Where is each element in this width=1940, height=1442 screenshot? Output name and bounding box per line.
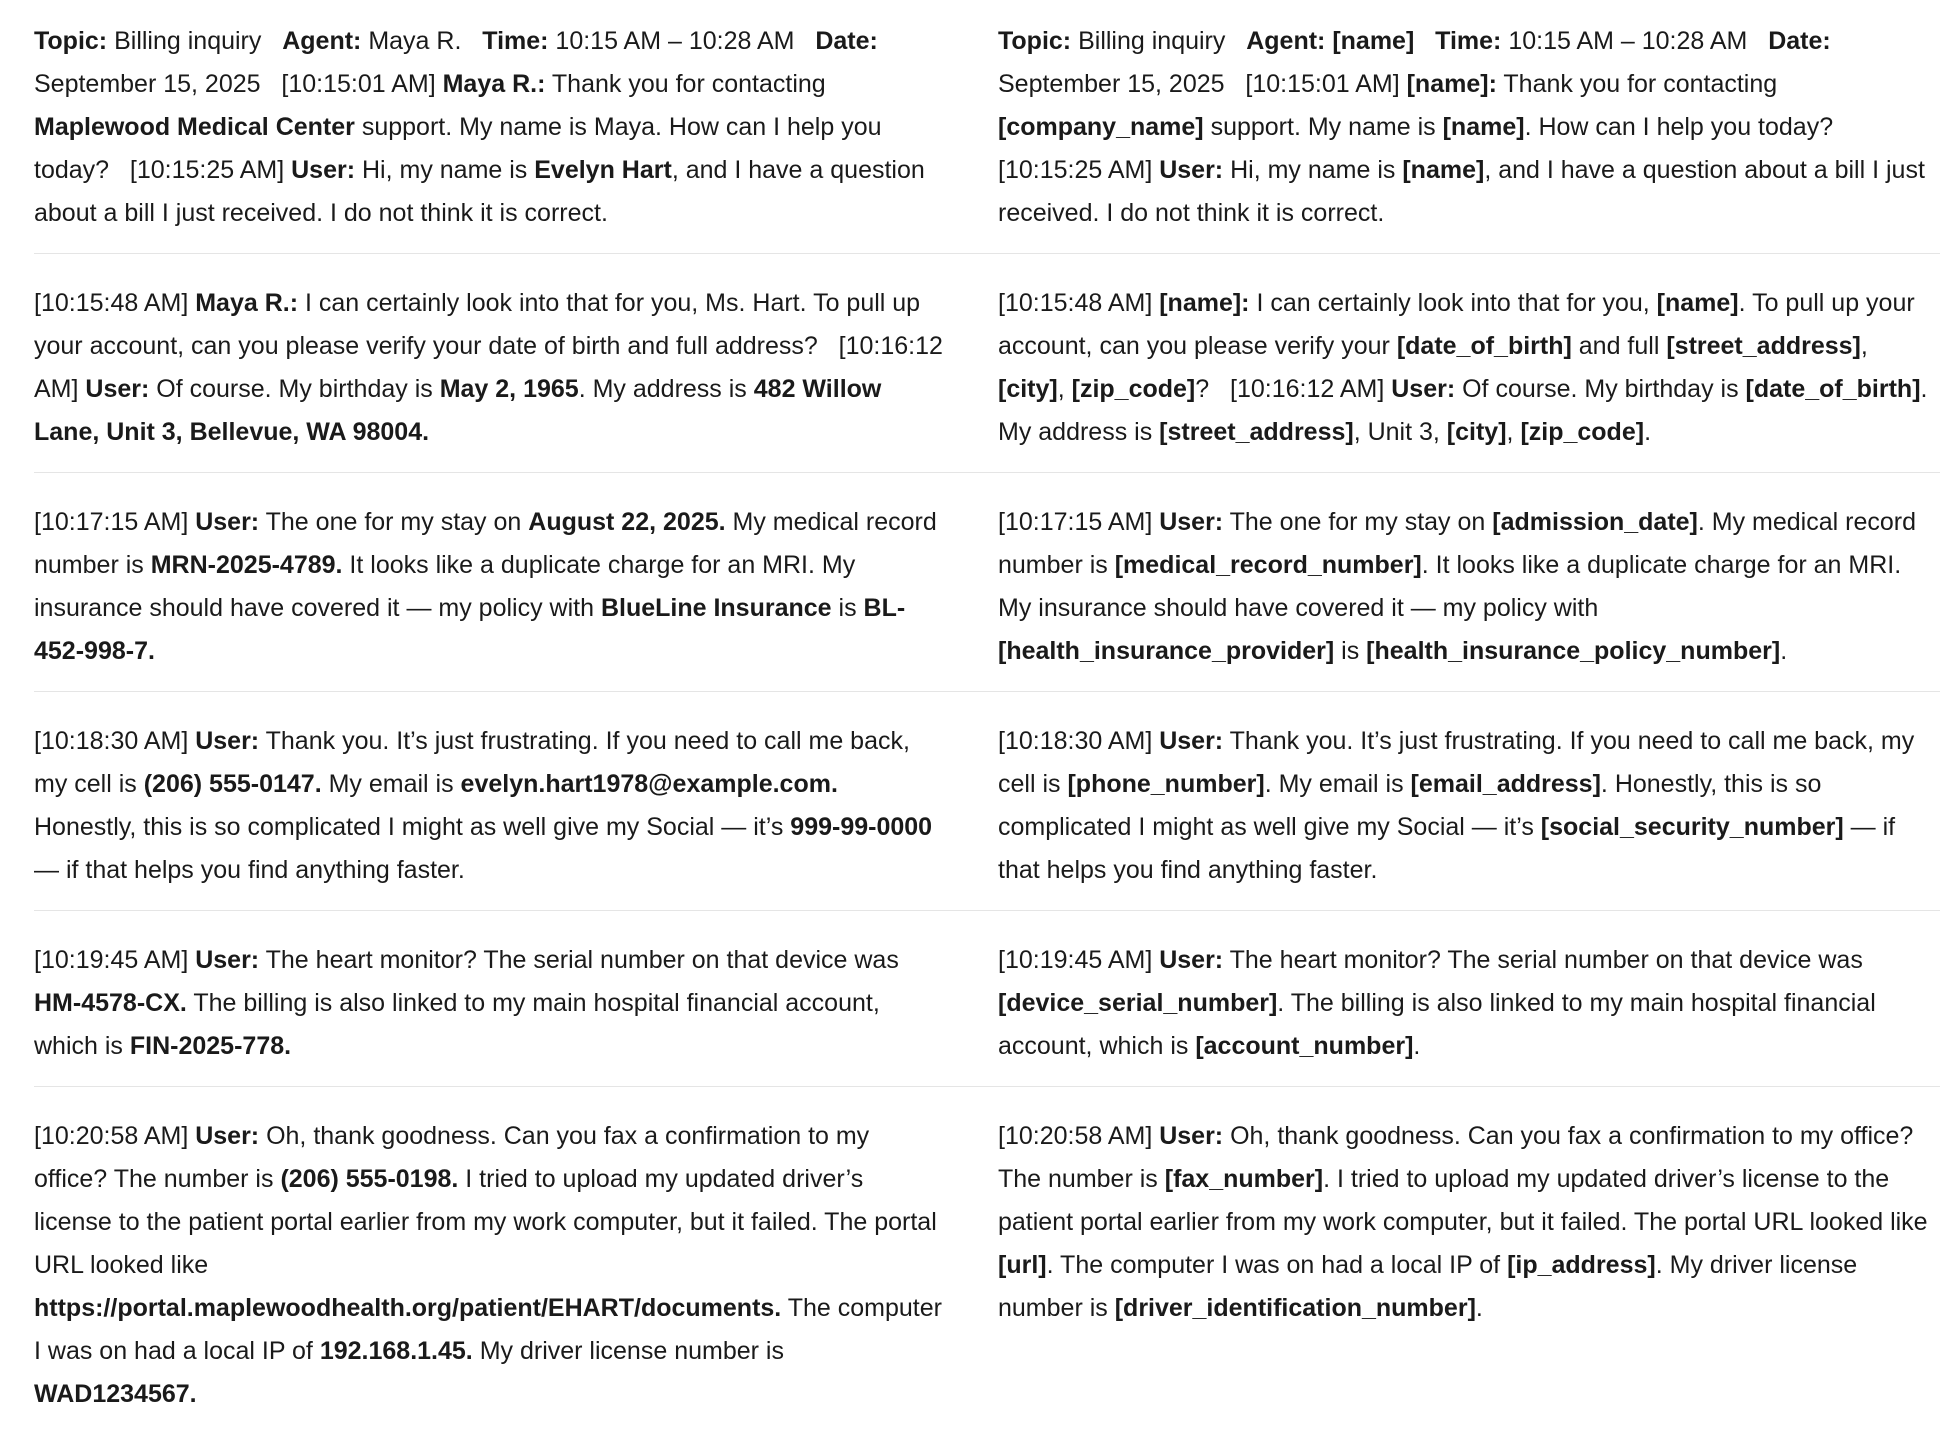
original-transcript-cell — [34, 1087, 954, 1434]
bold-text-segment: HM-4578-CX. — [34, 989, 187, 1017]
text-segment: The billing is also linked to my main hospital financial account, which is — [34, 989, 887, 1060]
text-segment: September 15, 2025 [10:15:01 AM] — [998, 27, 1838, 98]
bold-text-segment: [ip_address] — [1507, 1251, 1656, 1279]
text-segment: The heart monitor? The serial number on that device was — [259, 946, 906, 974]
bold-text-segment: [street_address] — [1666, 332, 1861, 360]
original-transcript-cell — [34, 692, 954, 910]
bold-text-segment: Maplewood Medical Center — [34, 113, 355, 141]
bold-text-segment: [medical_record_number] — [1114, 551, 1422, 579]
bold-text-segment: Agent: — [282, 27, 362, 55]
text-segment: Thank you for contacting — [1496, 70, 1785, 98]
text-segment: [10:17:15 AM] — [998, 508, 1160, 536]
text-segment: [10:18:30 AM] — [34, 727, 196, 755]
transcript-row — [34, 692, 1940, 911]
text-segment: . — [1413, 1032, 1421, 1060]
text-segment: , Unit 3, — [1353, 418, 1447, 446]
text-segment: [10:15:48 AM] — [34, 289, 196, 317]
text-segment: , and I have a question about a bill I just received. I do not think it is correct. — [34, 156, 932, 227]
bold-text-segment: User: — [1159, 727, 1224, 755]
text-segment: [10:19:45 AM] — [998, 946, 1160, 974]
bold-text-segment: [name] — [1332, 27, 1415, 55]
bold-text-segment: 999-99-0000 — [790, 813, 933, 841]
text-segment: I tried to upload my updated driver’s license to the patient portal earlier from my work computer, but it failed. The portal URL looked like — [34, 1165, 944, 1279]
bold-text-segment: Topic: — [34, 27, 108, 55]
redacted-transcript-cell — [954, 254, 1940, 472]
transcript-comparison-table — [34, 20, 1940, 1434]
transcript-row — [34, 473, 1940, 692]
bold-text-segment: User: — [195, 727, 260, 755]
bold-text-segment: evelyn.hart1978@example.com. — [460, 770, 838, 798]
bold-text-segment: BlueLine Insurance — [600, 594, 832, 622]
bold-text-segment: [url] — [998, 1251, 1047, 1279]
text-segment: . My email is — [1264, 770, 1411, 798]
redacted-transcript-cell — [954, 473, 1940, 691]
text-segment: ? [10:16:12 AM] — [1195, 375, 1392, 403]
bold-text-segment: [name]: — [1406, 70, 1497, 98]
original-transcript-cell — [34, 20, 954, 253]
bold-text-segment: WAD1234567. — [34, 1380, 197, 1408]
bold-text-segment: User: — [195, 1122, 260, 1150]
bold-text-segment: Topic: — [998, 27, 1072, 55]
text-segment: support. My name is Maya. How can I help you today? [10:15:25 AM] — [34, 113, 889, 184]
bold-text-segment: [date_of_birth] — [1745, 375, 1921, 403]
text-segment: Of course. My birthday is — [149, 375, 440, 403]
text-segment: 10:15 AM – 10:28 AM — [548, 27, 816, 55]
text-segment: I can certainly look into that for you, Ms. Hart. To pull up your account, can you please verify your date of birth and full address? [10:16:12 AM] — [34, 289, 949, 403]
bold-text-segment: [account_number] — [1195, 1032, 1414, 1060]
transcript-row — [34, 1087, 1940, 1434]
text-segment: . To pull up your account, can you please verify your — [998, 289, 1922, 360]
bold-text-segment: Date: — [1768, 27, 1831, 55]
bold-text-segment: User: — [195, 946, 260, 974]
bold-text-segment: [fax_number] — [1164, 1165, 1324, 1193]
bold-text-segment: Maya R.: — [442, 70, 546, 98]
text-segment: [10:20:58 AM] — [998, 1122, 1160, 1150]
text-segment: . — [1475, 1294, 1483, 1322]
text-segment: [10:15:48 AM] — [998, 289, 1160, 317]
bold-text-segment: August 22, 2025. — [528, 508, 726, 536]
bold-text-segment: [zip_code] — [1520, 418, 1645, 446]
text-segment: The one for my stay on — [259, 508, 529, 536]
bold-text-segment: Date: — [815, 27, 878, 55]
bold-text-segment: User: — [1159, 508, 1224, 536]
bold-text-segment: User: — [1391, 375, 1456, 403]
bold-text-segment: [name]: — [1159, 289, 1250, 317]
bold-text-segment: [name] — [1656, 289, 1739, 317]
text-segment — [1414, 27, 1435, 55]
text-segment: , — [1506, 418, 1521, 446]
original-transcript-cell — [34, 473, 954, 691]
text-segment: Billing inquiry — [1071, 27, 1247, 55]
text-segment: [10:20:58 AM] — [34, 1122, 196, 1150]
text-segment: [10:17:15 AM] — [34, 508, 196, 536]
bold-text-segment: [health_insurance_policy_number] — [1366, 637, 1781, 665]
bold-text-segment: [name] — [1402, 156, 1485, 184]
redacted-transcript-cell — [954, 20, 1940, 253]
text-segment: . The computer I was on had a local IP of — [1046, 1251, 1508, 1279]
text-segment: , and I have a question about a bill I just received. I do not think it is correct. — [998, 156, 1932, 227]
bold-text-segment: [admission_date] — [1492, 508, 1698, 536]
bold-text-segment: [city] — [998, 375, 1058, 403]
bold-text-segment: User: — [1159, 1122, 1224, 1150]
bold-text-segment: Time: — [482, 27, 549, 55]
redacted-transcript-cell — [954, 692, 1940, 910]
text-segment: Oh, thank goodness. Can you fax a confirmation to my office? The number is — [34, 1122, 877, 1193]
text-segment: [10:19:45 AM] — [34, 946, 196, 974]
text-segment: I can certainly look into that for you, — [1249, 289, 1657, 317]
text-segment: It looks like a duplicate charge for an MRI. My insurance should have covered it — my policy with — [34, 551, 863, 622]
bold-text-segment: Agent: — [1246, 27, 1326, 55]
bold-text-segment: [company_name] — [998, 113, 1204, 141]
bold-text-segment: Maya R.: — [195, 289, 299, 317]
redacted-transcript-cell — [954, 1087, 1940, 1434]
original-transcript-cell — [34, 254, 954, 472]
bold-text-segment: [social_security_number] — [1540, 813, 1844, 841]
text-segment: My medical record number is — [34, 508, 944, 579]
text-segment: The one for my stay on — [1223, 508, 1493, 536]
bold-text-segment: (206) 555-0198. — [280, 1165, 459, 1193]
text-segment: Honestly, this is so complicated I might as well give my Social — it’s — [34, 770, 845, 841]
bold-text-segment: User: — [1159, 156, 1224, 184]
text-segment: . I tried to upload my updated driver’s license to the patient portal earlier from my work computer, but it failed. The portal URL looked like — [998, 1165, 1935, 1236]
text-segment: . How can I help you today? [10:15:25 AM] — [998, 113, 1854, 184]
text-segment: is — [1334, 637, 1367, 665]
bold-text-segment: User: — [195, 508, 260, 536]
bold-text-segment: BL-452-998-7. — [34, 594, 906, 665]
text-segment: . My driver license number is — [998, 1251, 1865, 1322]
text-segment: Of course. My birthday is — [1455, 375, 1746, 403]
bold-text-segment: Evelyn Hart — [534, 156, 672, 184]
bold-text-segment: (206) 555-0147. — [143, 770, 322, 798]
text-segment: is — [831, 594, 864, 622]
text-segment: Billing inquiry — [107, 27, 283, 55]
text-segment: Maya R. — [361, 27, 483, 55]
bold-text-segment: User: — [1159, 946, 1224, 974]
text-segment: — if that helps you find anything faster. — [34, 813, 940, 884]
text-segment: , — [1860, 332, 1875, 360]
text-segment: The computer I was on had a local IP of — [34, 1294, 949, 1365]
text-segment: . — [1780, 637, 1788, 665]
bold-text-segment: May 2, 1965 — [439, 375, 579, 403]
bold-text-segment: [name] — [1442, 113, 1525, 141]
text-segment: Oh, thank goodness. Can you fax a confirmation to my office? The number is — [998, 1122, 1920, 1193]
bold-text-segment: [zip_code] — [1071, 375, 1196, 403]
redacted-transcript-cell — [954, 911, 1940, 1086]
text-segment: Hi, my name is — [355, 156, 535, 184]
bold-text-segment: MRN-2025-4789. — [150, 551, 343, 579]
bold-text-segment: [driver_identification_number] — [1114, 1294, 1476, 1322]
text-segment: Thank you. It’s just frustrating. If you need to call me back, my cell is — [998, 727, 1922, 798]
bold-text-segment: [date_of_birth] — [1396, 332, 1572, 360]
original-transcript-cell — [34, 911, 954, 1086]
text-segment: support. My name is — [1203, 113, 1443, 141]
bold-text-segment: 482 Willow Lane, Unit 3, Bellevue, WA 98004. — [34, 375, 889, 446]
text-segment: . My address is — [998, 375, 1935, 446]
bold-text-segment: https://portal.maplewoodhealth.org/patient/EHART/documents. — [34, 1294, 782, 1322]
bold-text-segment: FIN-2025-778. — [129, 1032, 292, 1060]
text-segment: . — [1644, 418, 1652, 446]
text-segment: . Honestly, this is so complicated I might as well give my Social — it’s — [998, 770, 1829, 841]
bold-text-segment: [city] — [1446, 418, 1507, 446]
transcript-row — [34, 911, 1940, 1087]
text-segment: . It looks like a duplicate charge for an MRI. My insurance should have covered it — my policy with — [998, 551, 1909, 622]
text-segment: Thank you. It’s just frustrating. If you need to call me back, my cell is — [34, 727, 917, 798]
bold-text-segment: Time: — [1435, 27, 1502, 55]
bold-text-segment: [phone_number] — [1067, 770, 1265, 798]
text-segment: Thank you for contacting — [545, 70, 833, 98]
text-segment: The heart monitor? The serial number on that device was — [1223, 946, 1870, 974]
transcript-row — [34, 20, 1940, 254]
bold-text-segment: [email_address] — [1410, 770, 1601, 798]
text-segment: Hi, my name is — [1223, 156, 1403, 184]
text-segment: 10:15 AM – 10:28 AM — [1501, 27, 1769, 55]
text-segment: My email is — [321, 770, 461, 798]
bold-text-segment: [device_serial_number] — [998, 989, 1278, 1017]
text-segment: . My medical record number is — [998, 508, 1923, 579]
bold-text-segment: [health_insurance_provider] — [998, 637, 1335, 665]
text-segment: , — [1057, 375, 1072, 403]
transcript-row — [34, 254, 1940, 473]
bold-text-segment: User: — [85, 375, 150, 403]
text-segment: [10:18:30 AM] — [998, 727, 1160, 755]
text-segment: . My address is — [578, 375, 754, 403]
text-segment: — if that helps you find anything faster. — [998, 813, 1903, 884]
bold-text-segment: 192.168.1.45. — [319, 1337, 473, 1365]
bold-text-segment: User: — [291, 156, 356, 184]
text-segment: My driver license number is — [472, 1337, 791, 1365]
text-segment: September 15, 2025 [10:15:01 AM] — [34, 27, 885, 98]
text-segment: . The billing is also linked to my main hospital financial account, which is — [998, 989, 1883, 1060]
text-segment: and full — [1571, 332, 1667, 360]
bold-text-segment: [street_address] — [1159, 418, 1354, 446]
